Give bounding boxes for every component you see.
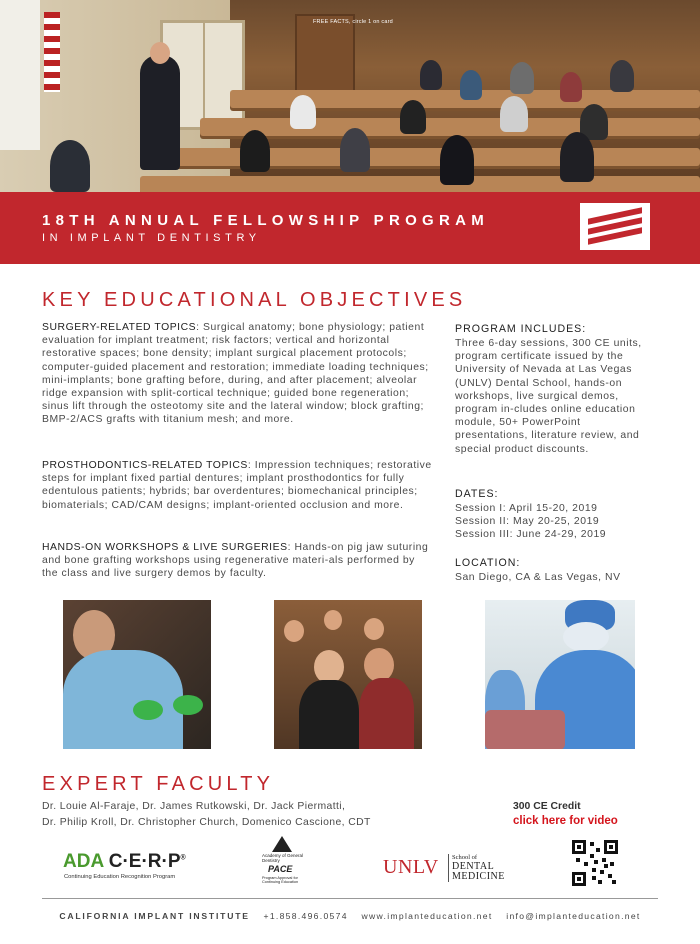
prosthodontics-topics-label: PROSTHODONTICS-RELATED TOPICS bbox=[42, 460, 248, 471]
objectives-heading: KEY EDUCATIONAL OBJECTIVES bbox=[42, 289, 467, 311]
institute-name: CALIFORNIA IMPLANT INSTITUTE bbox=[59, 911, 250, 921]
registered-mark: ® bbox=[180, 854, 186, 862]
phone-number[interactable]: +1.858.496.0574 bbox=[263, 911, 348, 921]
ada-cerp-logo bbox=[63, 851, 186, 873]
unlv-medicine: MEDICINE bbox=[452, 871, 505, 882]
surgery-photo bbox=[63, 600, 211, 749]
surgery-topics bbox=[42, 321, 434, 427]
hero-lecture-photo bbox=[0, 0, 700, 192]
classroom-photo bbox=[274, 600, 422, 749]
website-link[interactable]: www.implanteducation.net bbox=[361, 911, 493, 921]
agd-triangle-icon bbox=[272, 836, 292, 852]
email-link[interactable]: info@implanteducation.net bbox=[506, 911, 641, 921]
program-includes-text: Three 6-day sessions, 300 CE units, program certificate issued by the University of Nevada at Las Vegas (UNLV) Dental School, hands-on workshops, live surgical demos, program in-cludes online education module, 50+ PowerPoint presentations, literature review, and special product discounts. bbox=[455, 338, 642, 455]
qr-code[interactable] bbox=[572, 840, 618, 886]
faculty-heading: EXPERT FACULTY bbox=[42, 773, 275, 795]
unlv-dental: DENTAL bbox=[452, 861, 495, 872]
workshops-topics-label: HANDS-ON WORKSHOPS & LIVE SURGERIES bbox=[42, 542, 288, 553]
location-label: LOCATION: bbox=[455, 557, 521, 569]
video-link[interactable]: click here for video bbox=[513, 815, 618, 827]
faculty-line-1: Dr. Louie Al-Faraje, Dr. James Rutkowski, Dr. Jack Piermatti, bbox=[42, 801, 346, 812]
workshops-topics bbox=[42, 541, 434, 581]
speaker-figure bbox=[140, 55, 180, 170]
live-surgery-photo bbox=[485, 600, 635, 749]
footer-contact bbox=[42, 911, 658, 921]
agd-label: Academy of General Dentistry bbox=[262, 853, 304, 863]
footer-divider bbox=[42, 898, 658, 899]
free-facts-note: FREE FACTS, circle 1 on card bbox=[313, 19, 393, 25]
program-includes-label: PROGRAM INCLUDES: bbox=[455, 323, 587, 335]
ada-cerp-subtitle: Continuing Education Recognition Program bbox=[64, 874, 176, 880]
location-text: San Diego, CA & Las Vegas, NV bbox=[455, 572, 621, 583]
agd-pace-logo bbox=[262, 836, 317, 886]
prosthodontics-topics-text: : Impression techniques; restorative steps for implant fixed partial dentures; implant prosthodontics for fully edentulous patients; hybrids; bar overdentures; biomechanical principles; biomaterials; CAD/CAM designs; implant-oriented occlusion and more. bbox=[42, 460, 432, 511]
surgery-topics-text: : Surgical anatomy; bone physiology; patient evaluation for implant treatment; risk factors; vertical and horizontal restorative spaces; bone density; implant surgical placement protocols; computer-guided placement and restoration; immediate loading techniques; mini-implants; bone grafting before, during, and after placement; alveolar ridge expansion with split-cortical technique; guided bone regeneration; sinus lift through the osteotomy site and the lateral window; block grafting; BMP-2/ACS grafts with titanium mesh; and more. bbox=[42, 322, 429, 426]
unlv-school-label bbox=[448, 854, 505, 882]
session-3-date: Session III: June 24-29, 2019 bbox=[455, 529, 607, 541]
program-title: 18TH ANNUAL FELLOWSHIP PROGRAM bbox=[42, 212, 490, 229]
session-1-date: Session I: April 15-20, 2019 bbox=[455, 503, 598, 514]
faculty-line-2: Dr. Philip Kroll, Dr. Christopher Church, Domenico Cascione, CDT bbox=[42, 816, 371, 828]
dates-label: DATES: bbox=[455, 488, 499, 500]
program-subtitle: IN IMPLANT DENTISTRY bbox=[42, 232, 261, 244]
pace-subtitle: Program Approval for Continuing Education bbox=[262, 876, 299, 885]
faculty-list bbox=[42, 799, 371, 830]
pace-label: PACE bbox=[268, 864, 293, 874]
dates-list bbox=[455, 502, 655, 542]
ce-credit-label: 300 CE Credit bbox=[513, 801, 581, 812]
session-2-date: Session II: May 20-25, 2019 bbox=[455, 516, 600, 528]
unlv-logo: UNLV bbox=[383, 856, 439, 878]
cerp-logo-text: C·E·R·P bbox=[108, 851, 181, 872]
implant-logo-icon bbox=[580, 203, 650, 250]
prosthodontics-topics bbox=[42, 459, 434, 512]
surgery-topics-label: SURGERY-RELATED TOPICS bbox=[42, 322, 197, 333]
unlv-school-of: School of bbox=[452, 854, 478, 861]
ada-logo-text: ADA bbox=[63, 851, 104, 872]
workshops-topics-text: : Hands-on pig jaw suturing and bone grafting workshops using regenerative materi-als performed by the class and live surgery demos by faculty. bbox=[42, 542, 429, 580]
flag-image bbox=[44, 12, 60, 92]
